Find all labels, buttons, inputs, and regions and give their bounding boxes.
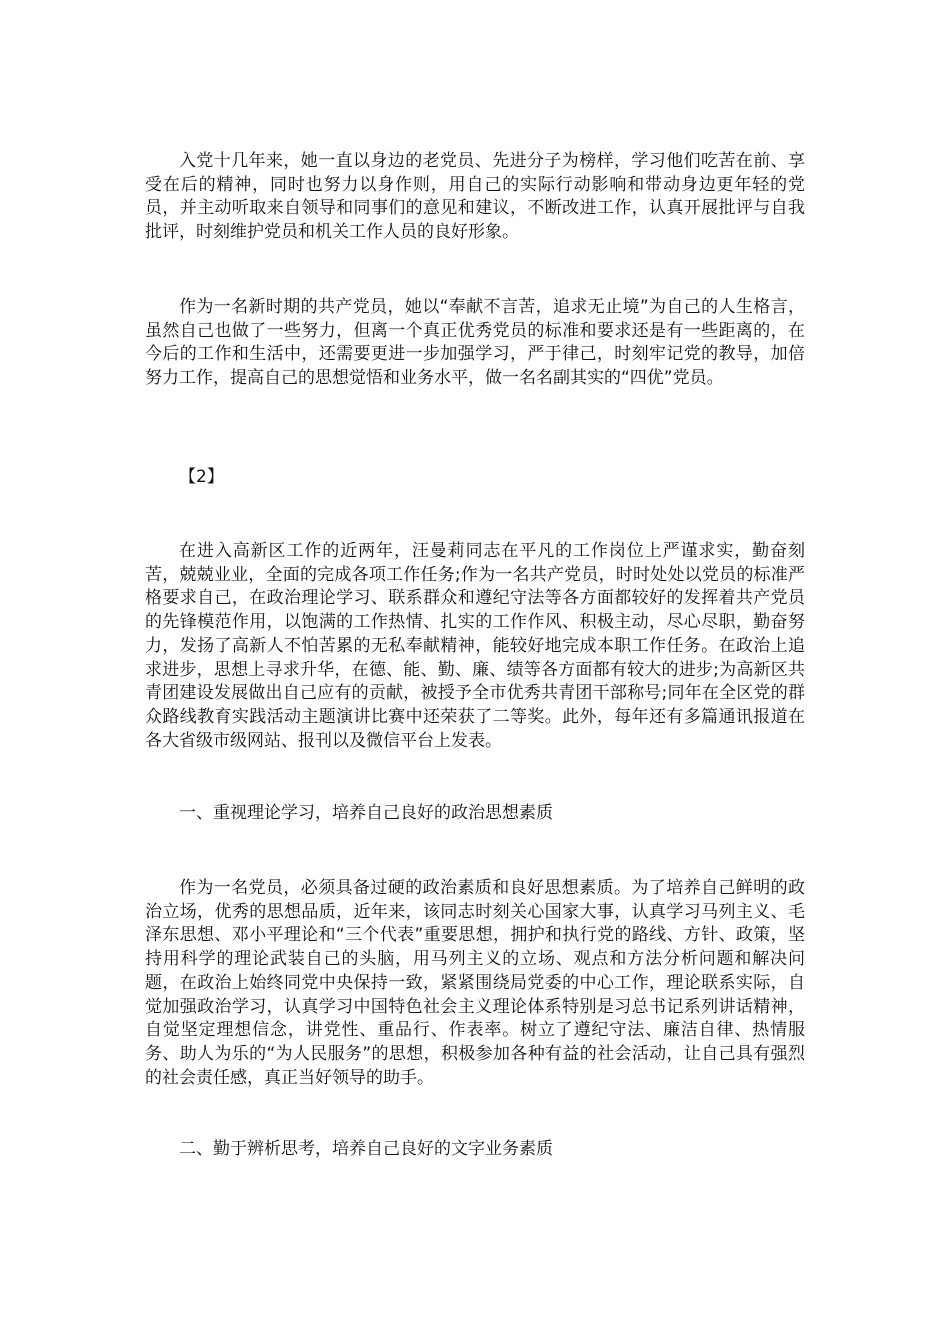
paragraph-new-era-member: 作为一名新时期的共产党员，她以“奉献不言苦，追求无止境”为自己的人生格言，虽然自己也做了一些努力，但离一个真正优秀党员的标准和要求还是有一些距离的，在今后的工作和生活中，还需要更进一步加强学习，严于律己，时刻牢记党的教导，加倍努力工作，提高自己的思想觉悟和业务水平，做一名名副其实的“四优”党员。 <box>145 297 805 389</box>
heading-theory-study: 一、重视理论学习，培养自己良好的政治思想素质 <box>179 803 553 823</box>
heading-analytical-thinking: 二、勤于辨析思考，培养自己良好的文字业务素质 <box>179 1139 553 1159</box>
paragraph-party-membership: 入党十几年来，她一直以身边的老党员、先进分子为榜样，学习他们吃苦在前、享受在后的精神，同时也努力以身作则，用自己的实际行动影响和带动身边更年轻的党员，并主动听取来自领导和同事们的意见和建议，不断改进工作，认真开展批评与自我批评，时刻维护党员和机关工作人员的良好形象。 <box>145 151 805 243</box>
paragraph-high-tech-zone-work: 在进入高新区工作的近两年，汪曼莉同志在平凡的工作岗位上严谨求实，勤奋刻苦，兢兢业业，全面的完成各项工作任务;作为一名共产党员，时时处处以党员的标准严格要求自己，在政治理论学习、联系群众和遵纪守法等各方面都较好的发挥着共产党员的先锋模范作用，以饱满的工作热情、扎实的工作作风、积极主动，尽心尽职，勤奋努力，发扬了高新人不怕苦累的无私奉献精神，能较好地完成本职工作任务。在政治上追求进步，思想上寻求升华，在德、能、勤、廉、绩等各方面都有较大的进步;为高新区共青团建设发展做出自己应有的贡献，被授予全市优秀共青团干部称号;同年在全区党的群众路线教育实践活动主题演讲比赛中还荣获了二等奖。此外，每年还有多篇通讯报道在各大省级市级网站、报刊以及微信平台上发表。 <box>145 541 805 751</box>
paragraph-political-quality: 作为一名党员，必须具备过硬的政治素质和良好思想素质。为了培养自己鲜明的政治立场，优秀的思想品质，近年来，该同志时刻关心国家大事，认真学习马列主义、毛泽东思想、邓小平理论和“三个代表”重要思想，拥护和执行党的路线、方针、政策，坚持用科学的理论武装自己的头脑，用马列主义的立场、观点和方法分析问题和解决问题，在政治上始终同党中央保持一致，紧紧围绕局党委的中心工作，理论联系实际，自觉加强政治学习，认真学习中国特色社会主义理论体系特别是习总书记系列讲话精神，自觉坚定理想信念，讲党性、重品行、作表率。树立了遵纪守法、廉洁自律、热情服务、助人为乐的“为人民服务”的思想，积极参加各种有益的社会活动，让自己具有强烈的社会责任感，真正当好领导的助手。 <box>145 878 805 1088</box>
section-marker-2: 【2】 <box>179 467 224 487</box>
